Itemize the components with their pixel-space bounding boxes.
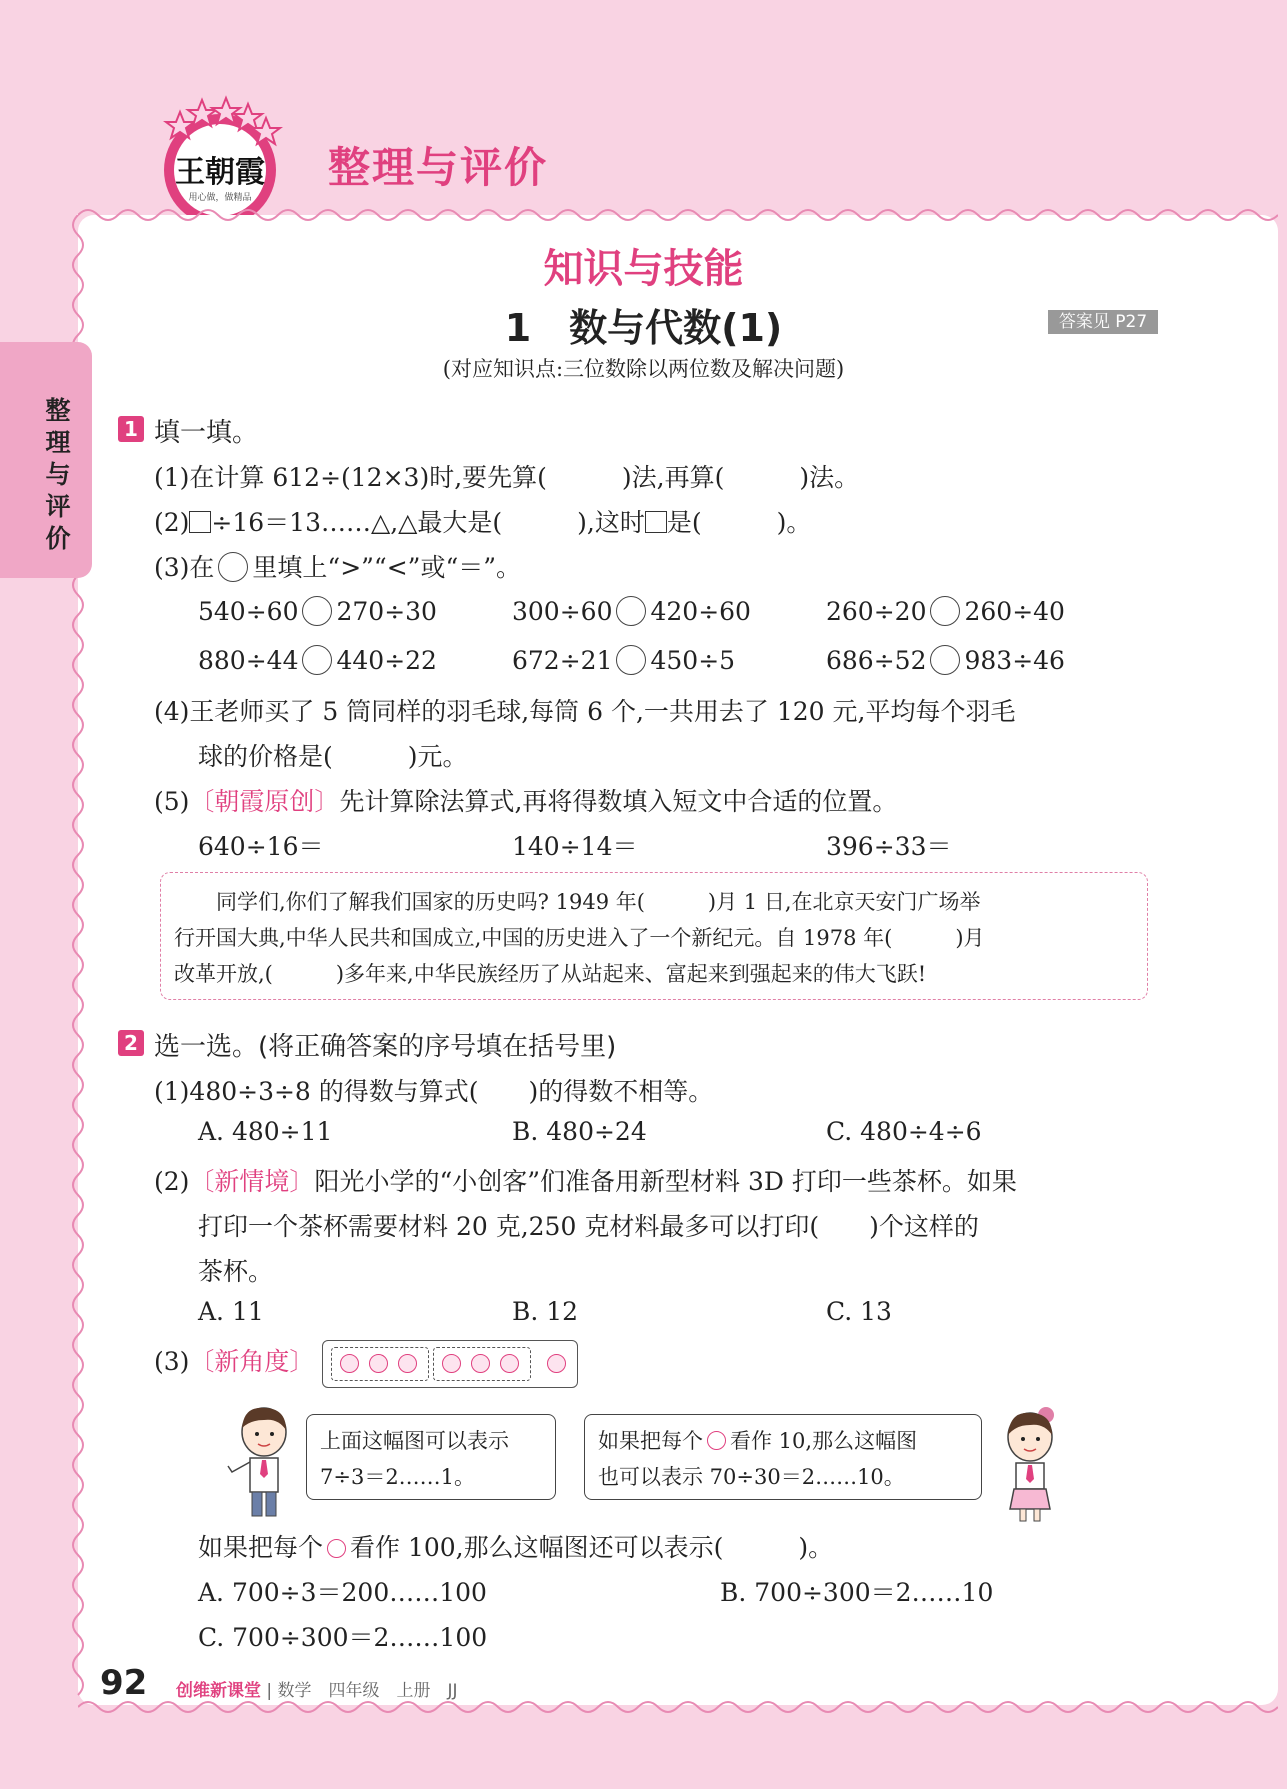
calc-item: 640÷16＝ bbox=[198, 832, 324, 861]
compare-left: 880÷44 bbox=[198, 646, 299, 675]
q1-part-5-prefix: (5) bbox=[154, 787, 190, 816]
q1-part-2-b: ÷16＝13……△,△最大是( ),这时 bbox=[211, 508, 645, 537]
circle-icon bbox=[442, 1354, 461, 1373]
option-a: A. 11 bbox=[198, 1297, 264, 1326]
story-line-1: 同学们,你们了解我们国家的历史吗? 1949 年( )月 1 日,在北京天安门广场举 bbox=[174, 890, 981, 914]
q1-part-4-line-1: (4)王老师买了 5 筒同样的羽毛球,每筒 6 个,一共用去了 120 元,平均每个羽毛 bbox=[154, 697, 1016, 726]
q1-part-5 bbox=[154, 782, 897, 818]
logo-name: 王朝霞 bbox=[175, 155, 265, 190]
q1-part-2-a: (2) bbox=[154, 508, 190, 537]
compare-circle-icon[interactable] bbox=[930, 645, 960, 675]
question-2-title: 选一选。(将正确答案的序号填在括号里) bbox=[154, 1032, 617, 1062]
option-c: C. 480÷4÷6 bbox=[826, 1117, 982, 1146]
chapter-title: 1 数与代数(1) bbox=[504, 306, 783, 350]
blank-square-icon bbox=[189, 511, 211, 533]
compare-left: 686÷52 bbox=[826, 646, 927, 675]
option-a: A. 480÷11 bbox=[198, 1117, 333, 1146]
new-angle-tag: 〔新角度〕 bbox=[189, 1347, 315, 1376]
option-b: B. 12 bbox=[512, 1297, 579, 1326]
original-tag: 〔朝霞原创〕 bbox=[189, 787, 340, 816]
q2-part-2-line-3: 茶杯。 bbox=[198, 1257, 274, 1286]
q2-part-2-prefix: (2) bbox=[154, 1167, 190, 1196]
q1-part-1: (1)在计算 612÷(12×3)时,要先算( )法,再算( )法。 bbox=[154, 463, 860, 492]
q2-part-3-question bbox=[198, 1528, 833, 1564]
option-b: B. 700÷300＝2……10 bbox=[720, 1578, 994, 1607]
q2-part-2-line-2: 打印一个茶杯需要材料 20 克,250 克材料最多可以打印( )个这样的 bbox=[198, 1212, 979, 1241]
girl-illustration-icon bbox=[990, 1405, 1070, 1525]
circle-icon bbox=[471, 1354, 490, 1373]
q2-part-2-line-1 bbox=[154, 1162, 1017, 1198]
footer-info bbox=[176, 1676, 458, 1701]
compare-item bbox=[512, 645, 735, 675]
compare-circle-icon[interactable] bbox=[616, 596, 646, 626]
compare-item bbox=[198, 596, 437, 626]
blank-circle-icon bbox=[218, 552, 248, 582]
bubble-girl-line-1-b: 看作 10,那么这幅图 bbox=[730, 1429, 918, 1453]
compare-item bbox=[826, 645, 1065, 675]
compare-item bbox=[512, 596, 751, 626]
compare-item bbox=[198, 645, 437, 675]
q1-part-4-line-2: 球的价格是( )元。 bbox=[198, 742, 468, 771]
compare-right: 450÷5 bbox=[650, 646, 736, 675]
side-tab-label: 整理与评价 bbox=[45, 396, 71, 553]
compare-item bbox=[826, 596, 1065, 626]
q2-part-2-text: 阳光小学的“小创客”们准备用新型材料 3D 打印一些茶杯。如果 bbox=[314, 1167, 1017, 1196]
compare-right: 260÷40 bbox=[964, 597, 1065, 626]
q2-part-3-question-b: 看作 100,那么这幅图还可以表示( )。 bbox=[350, 1533, 834, 1562]
circle-icon bbox=[398, 1354, 417, 1373]
footer-divider: | bbox=[261, 1681, 278, 1701]
circle-icon bbox=[547, 1354, 566, 1373]
bubble-girl-line-1-a: 如果把每个 bbox=[598, 1429, 703, 1453]
q2-part-1: (1)480÷3÷8 的得数与算式( )的得数不相等。 bbox=[154, 1077, 714, 1106]
bubble-girl-line-2: 也可以表示 70÷30＝2……10。 bbox=[598, 1465, 905, 1489]
question-1-title: 填一填。 bbox=[154, 418, 259, 448]
compare-circle-icon[interactable] bbox=[302, 645, 332, 675]
compare-circle-icon[interactable] bbox=[302, 596, 332, 626]
compare-right: 270÷30 bbox=[336, 597, 437, 626]
answer-reference-badge: 答案见 P27 bbox=[1048, 310, 1158, 334]
option-a: A. 700÷3＝200……100 bbox=[198, 1578, 487, 1607]
circle-icon bbox=[500, 1354, 519, 1373]
q1-part-2-c: 是( )。 bbox=[666, 508, 812, 537]
section-title: 知识与技能 bbox=[543, 246, 744, 292]
logo-motto: 用心做，做精品 bbox=[188, 193, 252, 203]
option-c: C. 13 bbox=[826, 1297, 892, 1326]
compare-left: 300÷60 bbox=[512, 597, 613, 626]
circle-icon bbox=[707, 1431, 726, 1450]
new-context-tag: 〔新情境〕 bbox=[189, 1167, 315, 1196]
bubble-boy-line-2: 7÷3＝2……1。 bbox=[320, 1465, 476, 1489]
footer-brand: 创维新课堂 bbox=[176, 1681, 261, 1701]
q1-part-3-a: (3)在 bbox=[154, 553, 215, 582]
compare-circle-icon[interactable] bbox=[616, 645, 646, 675]
circle-group-diagram bbox=[322, 1340, 578, 1388]
compare-right: 440÷22 bbox=[336, 646, 437, 675]
compare-right: 420÷60 bbox=[650, 597, 751, 626]
question-number-2: 2 bbox=[118, 1030, 144, 1056]
wave-border-top bbox=[78, 205, 1278, 225]
boy-illustration-icon bbox=[222, 1402, 302, 1522]
footer-details: 数学 四年级 上册 JJ bbox=[277, 1681, 458, 1701]
bubble-boy-line-1: 上面这幅图可以表示 bbox=[320, 1429, 509, 1453]
blank-square-icon bbox=[645, 511, 667, 533]
q1-part-5-text: 先计算除法算式,再将得数填入短文中合适的位置。 bbox=[339, 787, 898, 816]
page-number: 92 bbox=[100, 1663, 148, 1703]
story-line-2: 行开国大典,中华人民共和国成立,中国的历史进入了一个新纪元。自 1978 年( )月 bbox=[174, 926, 985, 950]
story-line-3: 改革开放,( )多年来,中华民族经历了从站起来、富起来到强起来的伟大飞跃! bbox=[174, 962, 927, 986]
circle-icon bbox=[340, 1354, 359, 1373]
header-title: 整理与评价 bbox=[328, 143, 549, 192]
calc-item: 140÷14＝ bbox=[512, 832, 638, 861]
option-b: B. 480÷24 bbox=[512, 1117, 647, 1146]
q2-part-3-question-a: 如果把每个 bbox=[198, 1533, 324, 1562]
q2-part-3-prefix: (3) bbox=[154, 1347, 190, 1376]
compare-right: 983÷46 bbox=[964, 646, 1065, 675]
circle-icon bbox=[369, 1354, 388, 1373]
compare-left: 260÷20 bbox=[826, 597, 927, 626]
compare-left: 540÷60 bbox=[198, 597, 299, 626]
circle-icon bbox=[327, 1539, 346, 1558]
q2-part-3-label bbox=[154, 1342, 314, 1378]
compare-circle-icon[interactable] bbox=[930, 596, 960, 626]
calc-item: 396÷33＝ bbox=[826, 832, 952, 861]
q1-part-3 bbox=[154, 548, 521, 584]
compare-left: 672÷21 bbox=[512, 646, 613, 675]
option-c: C. 700÷300＝2……100 bbox=[198, 1623, 488, 1652]
bubble-girl-line-1 bbox=[598, 1425, 917, 1455]
q1-part-3-b: 里填上“>”“<”或“＝”。 bbox=[252, 553, 522, 582]
question-number-1: 1 bbox=[118, 416, 144, 442]
subtitle: (对应知识点:三位数除以两位数及解决问题) bbox=[442, 357, 845, 381]
q1-part-2 bbox=[154, 503, 811, 539]
